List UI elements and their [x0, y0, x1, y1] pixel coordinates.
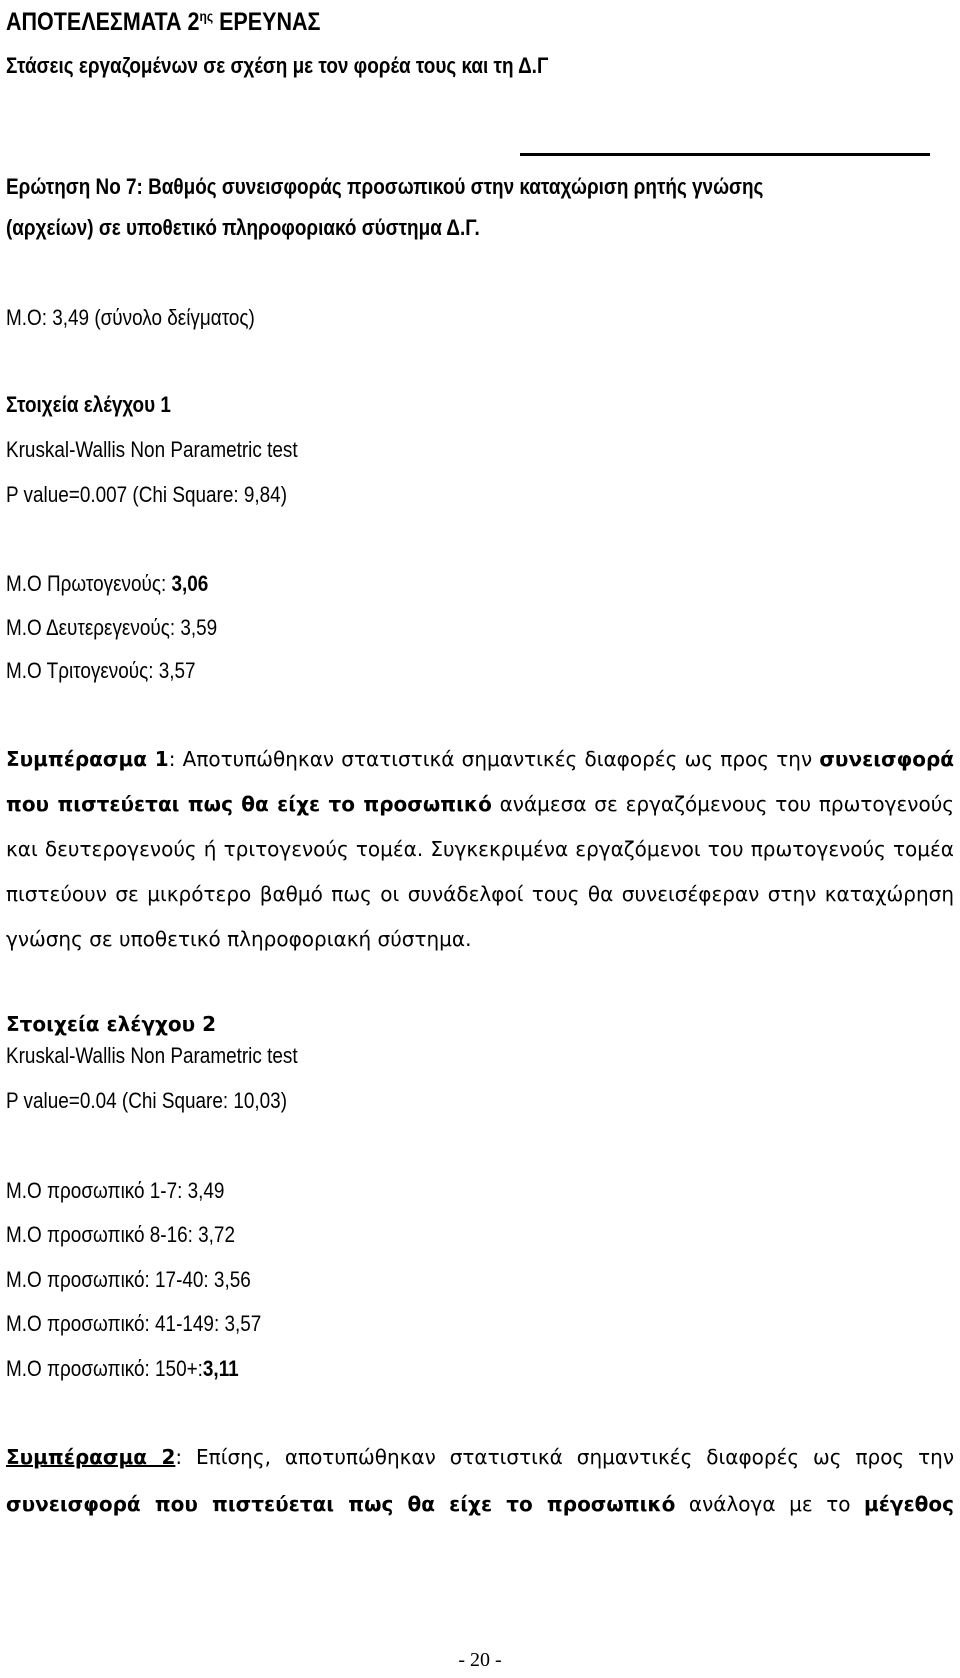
control-1-mean-secondary: Μ.Ο Δευτερεγενούς: 3,59	[6, 615, 218, 640]
mean-5-value: 3,11	[202, 1356, 239, 1381]
conclusion-1-emphasis-b: που πιστεύεται πως θα είχε το προσωπικό	[6, 792, 492, 816]
control-2-mean-5	[6, 1355, 239, 1383]
mean-primary-label: Μ.Ο Πρωτογενούς:	[6, 571, 172, 596]
conclusion-1-line-5: γνώσης σε υποθετικό πληροφοριακή σύστημα.	[6, 927, 472, 951]
conclusion-1-line-2	[6, 790, 954, 818]
page-number: - 20 -	[458, 1649, 502, 1671]
conclusion-1-text-a: : Αποτυπώθηκαν στατιστικά σημαντικές διαφορές ως προς την	[168, 747, 820, 771]
question-line-1: Ερώτηση Νο 7: Βαθμός συνεισφοράς προσωπικού στην καταχώριση ρητής γνώσης	[6, 174, 764, 199]
question-line-2: (αρχείων) σε υποθετικό πληροφοριακό σύστημα Δ.Γ.	[6, 215, 480, 240]
conclusion-2-label: Συμπέρασμα 2	[6, 1445, 176, 1469]
page-title	[6, 2, 320, 36]
control-2-test: Kruskal-Wallis Non Parametric test	[6, 1043, 298, 1068]
mean-primary-value: 3,06	[171, 571, 209, 596]
control-1-test: Kruskal-Wallis Non Parametric test	[6, 437, 298, 462]
page-title-superscript: ης	[199, 8, 214, 24]
conclusion-2-text-b: ανάλογα με το	[675, 1492, 865, 1516]
conclusion-2-line-2	[6, 1490, 954, 1518]
conclusion-1-line-3: και δευτερογενούς ή τριτογενούς τομέα. Συγκεκριμένα εργαζόμενοι του πρωτογενούς τομέα	[6, 837, 954, 861]
conclusion-1-line-4: πιστεύουν σε μικρότερο βαθμό πως οι συνάδελφοί τους θα συνεισέφεραν στην καταχώρηση	[6, 882, 954, 906]
control-1-pvalue: P value=0.007 (Chi Square: 9,84)	[6, 482, 288, 507]
conclusion-1-emphasis-a: συνεισφορά	[819, 747, 955, 771]
control-2-mean-2: Μ.Ο προσωπικό 8-16: 3,72	[6, 1222, 235, 1247]
conclusion-2-text-a: : Επίσης, αποτυπώθηκαν στατιστικά σημαντικές διαφορές ως προς την	[175, 1445, 954, 1469]
page-title-text: ΑΠΟΤΕΛΕΣΜΑΤΑ 2	[6, 8, 200, 36]
conclusion-2-line-1	[6, 1443, 954, 1471]
overall-mean: Μ.Ο: 3,49 (σύνολο δείγματος)	[6, 305, 255, 330]
control-1-heading: Στοιχεία ελέγχου 1	[6, 392, 171, 417]
conclusion-1-line-1	[6, 745, 954, 773]
control-1-mean-primary	[6, 570, 208, 598]
conclusion-2-emphasis-a: συνεισφορά που πιστεύεται πως θα είχε το προσωπικό	[6, 1492, 676, 1516]
control-2-mean-1: Μ.Ο προσωπικό 1-7: 3,49	[6, 1178, 225, 1203]
control-2-pvalue: P value=0.04 (Chi Square: 10,03)	[6, 1088, 288, 1113]
conclusion-1-label: Συμπέρασμα 1	[6, 747, 169, 771]
control-1-mean-tertiary: Μ.Ο Τριτογενούς: 3,57	[6, 658, 196, 683]
mean-5-label: Μ.Ο προσωπικό: 150+:	[6, 1356, 203, 1381]
page-title-suffix: ΕΡΕΥΝΑΣ	[213, 8, 321, 36]
control-2-mean-4: Μ.Ο προσωπικό: 41-149: 3,57	[6, 1311, 262, 1336]
control-2-mean-3: Μ.Ο προσωπικό: 17-40: 3,56	[6, 1267, 251, 1292]
conclusion-1-text-b: ανάμεσα σε εργαζόμενους του πρωτογενούς	[491, 792, 955, 816]
control-2-heading: Στοιχεία ελέγχου 2	[6, 1012, 217, 1036]
horizontal-rule	[520, 153, 930, 156]
conclusion-2-emphasis-b: μέγεθος	[864, 1492, 954, 1516]
page-subtitle: Στάσεις εργαζομένων σε σχέση με τον φορέα τους και τη Δ.Γ	[6, 53, 549, 78]
